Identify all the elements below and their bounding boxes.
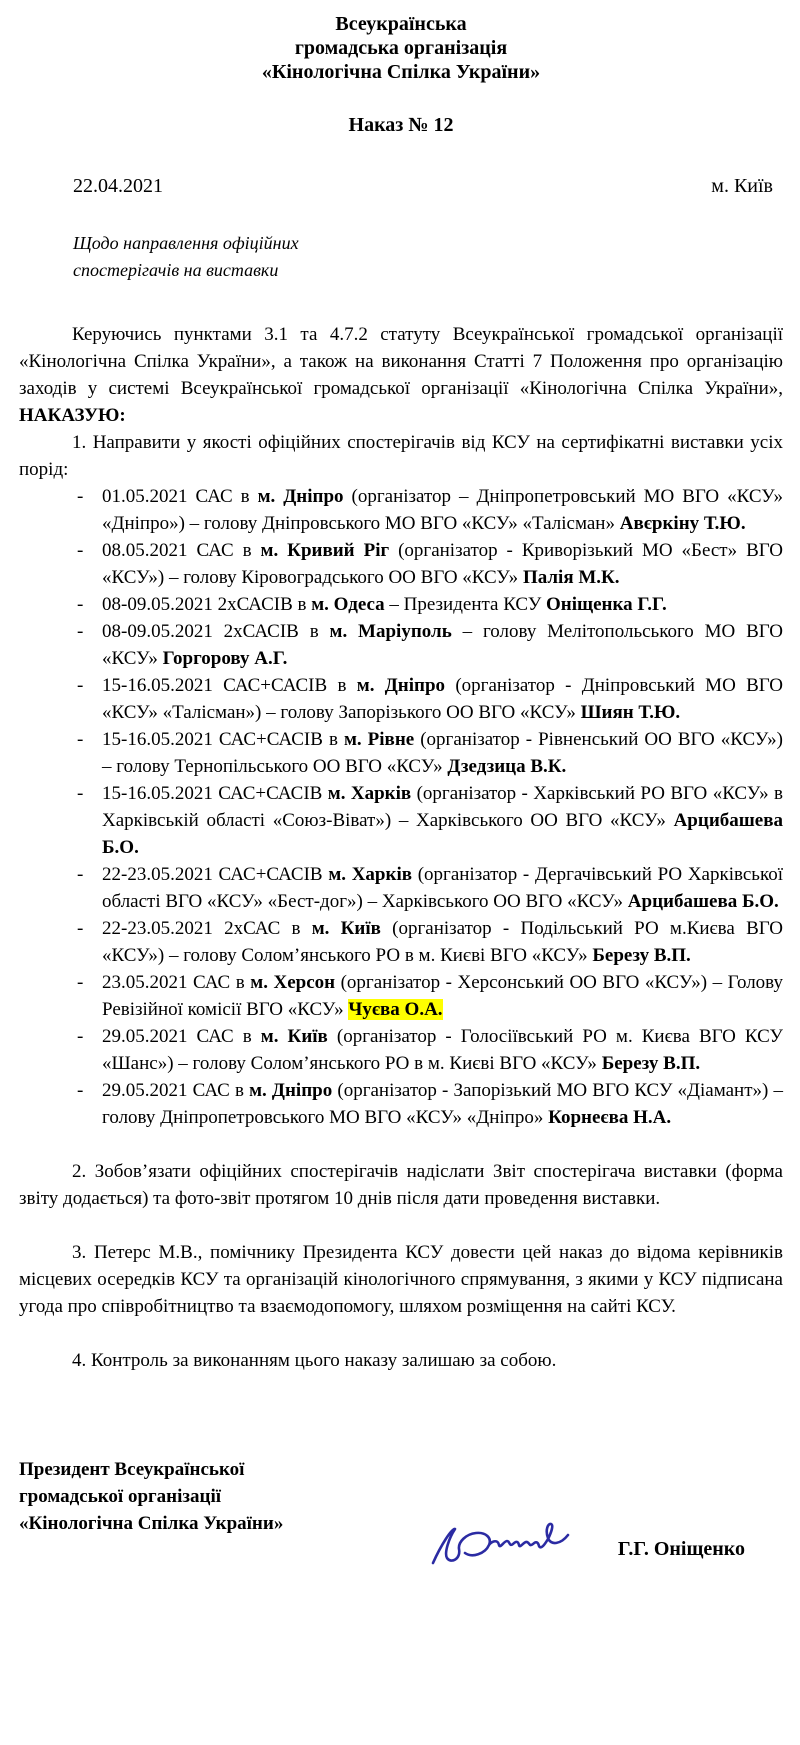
text-run: 29.05.2021 САС в [102,1026,261,1047]
order-list-item [77,618,783,672]
bold-run: Авєркіну Т.Ю. [619,513,746,534]
signer-title-line3: «Кінологічна Спілка України» [19,1513,284,1534]
text-run: – Президента КСУ [384,594,547,615]
org-name-line2: громадська організація [294,37,508,59]
order-list-item [77,672,783,726]
signer-name: Г.Г. Оніщенко [617,1538,745,1560]
bold-run: Дзедзица В.К. [447,756,567,777]
intro-paragraph [19,321,783,429]
bold-run: м. Маріуполь [329,621,452,642]
order-list-item [77,780,783,861]
order-city: м. Київ [711,175,773,197]
list-item-text [102,915,783,969]
text-run: 08.05.2021 САС в [102,540,261,561]
list-item-text [102,1023,783,1077]
bold-run: НАКАЗУЮ: [19,405,126,426]
order-list-item [77,969,783,1023]
handwritten-signature [427,1516,577,1568]
text-run: 15-16.05.2021 САС+САСІВ в [102,675,357,696]
list-item-text [102,726,783,780]
bold-run: м. Кривий Ріг [260,540,390,561]
list-item-text [102,861,783,915]
order-list [77,483,783,1131]
text-run: (організатор - Харківський РО ВГО «КСУ» в Харківській області «Союз-Віват») – Харківського ОО ВГО «КСУ» [102,783,783,831]
order-list-item [77,726,783,780]
list-dash: - [77,864,84,885]
order-list-item [77,1023,783,1077]
list-item-text [102,780,783,861]
text-run: 15-16.05.2021 САС+САСІВ [102,783,328,804]
bold-run: Оніщенка Г.Г. [546,594,667,615]
bold-run: м. Херсон [250,972,336,993]
list-item-text [102,672,783,726]
list-item-text [102,483,783,537]
text-run: (організатор - Херсонський ОО ВГО «КСУ») – Голову Ревізійної комісії ВГО «КСУ» [102,972,783,1020]
text-run: (організатор - Голосіївський РО м. Києва ВГО КСУ «Шанс») – голову Солом’янського РО в м. Києві ВГО «КСУ» [102,1026,783,1074]
list-dash: - [77,540,84,561]
list-dash: - [77,1080,84,1101]
bold-run: м. Дніпро [257,486,344,507]
list-dash: - [77,972,84,993]
bold-run: м. Харків [328,864,412,885]
bold-run: Арцибашева Б.О. [102,810,783,858]
list-dash: - [77,486,84,507]
order-date: 22.04.2021 [73,175,163,197]
text-run: 15-16.05.2021 САС+САСІВ в [102,729,344,750]
order-list-item [77,483,783,537]
order-list-item [77,861,783,915]
point-3-paragraph: 3. Петерс М.В., помічнику Президента КСУ довести цей наказ до відома керівників місцевих осередків КСУ та організацій кінологічного спрямування, з якими у КСУ підписана угода про співробітництво та взаємодопомогу, шляхом розміщення на сайті КСУ. [19,1242,783,1317]
text-run: ВГО «КСУ» [525,891,628,912]
text-run: 08-09.05.2021 2хСАСІВ в [102,594,312,615]
bold-run: м. Одеса [311,594,385,615]
text-run: (організатор - Криворізький МО «Бест» ВГО «КСУ») – голову Кіровоградського ОО ВГО «КСУ» [102,540,783,588]
order-title: Наказ № 12 [348,114,454,136]
org-name-line1: Всеукраїнська [335,13,467,35]
list-dash: - [77,594,84,615]
list-item-text [102,618,783,672]
order-body [19,321,783,1374]
org-name-line3: «Кінологічна Спілка України» [261,61,541,83]
text-run: 23.05.2021 САС в [102,972,251,993]
signer-title [19,1456,783,1537]
bold-run: м. Харків [327,783,412,804]
list-item-text [102,591,783,618]
order-list-item [77,1077,783,1131]
bold-run: Корнеєва Н.А. [548,1107,672,1128]
list-dash: - [77,783,84,804]
meta-row [19,174,783,198]
text-run: Керуючись пунктами 3.1 та 4.7.2 статуту Всеукраїнської громадської організації «Кінологічна Спілка України», а також на виконання Статті 7 Положення про організацію заходів у системі Всеукраїнської громадської організації «Кінологічна Спілка України», [19,324,783,399]
text-run: 08-09.05.2021 2хСАСІВ в [102,621,330,642]
subject-line1: Щодо направлення офіційних [73,233,299,253]
list-dash: - [77,1026,84,1047]
bold-run: м. Київ [311,918,381,939]
point-4-paragraph: 4. Контроль за виконанням цього наказу залишаю за собою. [72,1350,557,1371]
text-run: (організатор - Рівненський ОО ВГО «КСУ») – голову Тернопільського ОО ВГО «КСУ» [102,729,783,777]
order-list-item [77,537,783,591]
bold-run: м. Дніпро [356,675,446,696]
document-header [19,12,783,84]
signature-block [19,1456,783,1576]
bold-run: Березу В.П. [592,945,691,966]
text-run: (організатор - Запорізький МО ВГО КСУ «Діамант») – голову Дніпропетровського МО ВГО «КСУ» «Дніпро» [102,1080,783,1128]
list-dash: - [77,621,84,642]
order-list-item [77,591,783,618]
bold-run: м. Рівне [343,729,415,750]
bold-run: Палія М.К. [522,567,620,588]
text-run: 22-23.05.2021 САС+САСІВ [102,864,329,885]
bold-run: Горгорову А.Г. [162,648,288,669]
signer-title-line2: громадської організації [19,1486,222,1507]
point-2-paragraph: 2. Зобов’язати офіційних спостерігачів надіслати Звіт спостерігача виставки (форма звіту додається) та фото-звіт протягом 10 днів після дати проведення виставки. [19,1161,783,1209]
order-subject [73,230,783,284]
list-dash: - [77,675,84,696]
bold-run: Шиян Т.Ю. [580,702,681,723]
bold-run: м. Київ [260,1026,328,1047]
bold-run: Арцибашева Б.О. [627,891,779,912]
text-run: – голову Мелітопольського МО ВГО «КСУ» [102,621,784,669]
list-item-text [102,1077,783,1131]
bold-run: Березу В.П. [601,1053,701,1074]
list-item-text [102,969,783,1023]
list-dash: - [77,729,84,750]
text-run: 29.05.2021 САС в [102,1080,250,1101]
text-run: (організатор - Дніпровський МО ВГО «КСУ» «Талісман») – голову Запорізького ОО ВГО «КСУ» [102,675,783,723]
subject-line2: спостерігачів на виставки [73,260,279,280]
list-dash: - [77,918,84,939]
highlighted-name: Чуєва О.А. [348,999,443,1020]
text-run: (організатор – Дніпропетровський МО ВГО «КСУ» «Дніпро») – голову Дніпровського МО ВГО «КСУ» «Талісман» [102,486,783,534]
text-run: (організатор - Подільський РО м.Києва ВГО «КСУ») – голову Солом’янського РО в м. Києві ВГО «КСУ» [102,918,783,966]
point-1-paragraph: 1. Направити у якості офіційних спостерігачів від КСУ на сертифікатні виставки усіх порід: [19,432,783,480]
signer-title-line1: Президент Всеукраїнської [19,1459,245,1480]
order-list-item [77,915,783,969]
list-item-text [102,537,783,591]
bold-run: м. Дніпро [249,1080,333,1101]
text-run: (організатор - Дергачівський РО Харківської області ВГО «КСУ» «Бест-дог») – Харківського ОО [102,864,783,912]
text-run: 01.05.2021 САС в [102,486,258,507]
text-run: 22-23.05.2021 2хСАС в [102,918,312,939]
